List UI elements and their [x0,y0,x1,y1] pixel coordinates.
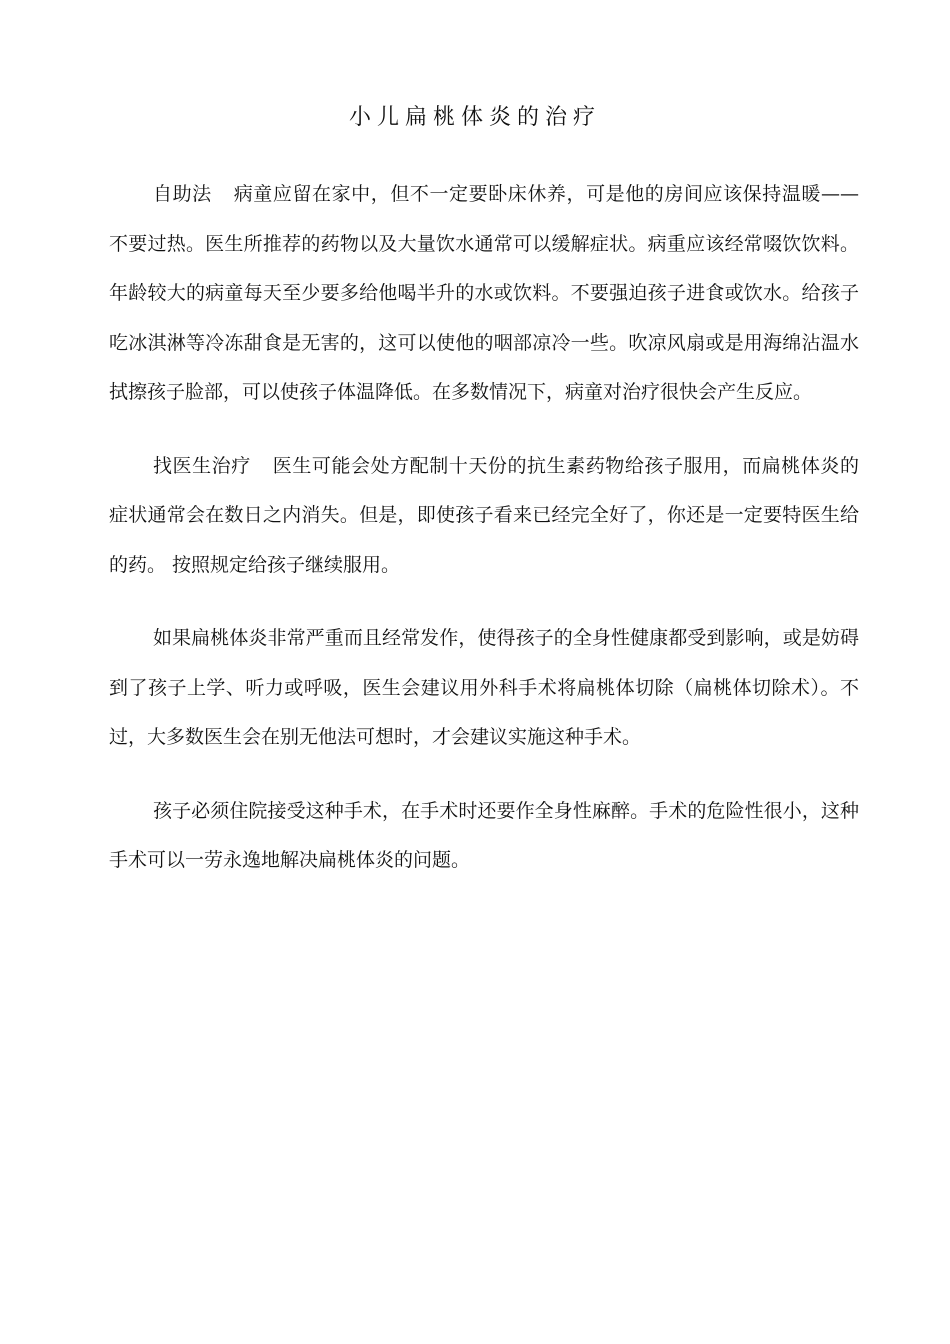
paragraph-lead-doctor-treatment: 找医生治疗 [153,454,251,477]
paragraph-self-help [109,170,859,418]
paragraph-lead-self-help: 自助法 [153,183,212,205]
paragraph-text-self-help: 病童应留在家中，但不一定要卧床休养，可是他的房间应该保持温暖——不要过热。医生所推荐的药物以及大量饮水通常可以缓解症状。病重应该经常啜饮饮料。年龄较大的病童每天至少要多给他喝半升的水或饮料。不要强迫孩子进食或饮水。给孩子吃冰淇淋等冷冻甜食是无害的，这可以使他的咽部凉冷一些。吹凉风扇或是用海绵沾温水拭擦孩子脸部，可以使孩子体温降低。在多数情况下，病童对治疗很快会产生反应。 [109,183,859,403]
document-title: 小儿扁桃体炎的治疗 [348,105,601,130]
paragraph-hospitalization [109,787,859,886]
document-body [109,170,859,886]
paragraph-text-hospitalization: 孩子必须住院接受这种手术，在手术时还要作全身性麻醉。手术的危险性很小，这种手术可以一劳永逸地解决扁桃体炎的问题。 [109,799,859,871]
paragraph-text-surgery: 如果扁桃体炎非常严重而且经常发作，使得孩子的全身性健康都受到影响，或是妨碍到了孩子上学、听力或呼吸，医生会建议用外科手术将扁桃体切除（扁桃体切除术）。不过，大多数医生会在别无他法可想时，才会建议实施这种手术。 [109,627,859,748]
paragraph-text-doctor-treatment: 医生可能会处方配制十天份的抗生素药物给孩子服用，而扁桃体炎的症状通常会在数日之内消失。但是，即使孩子看来已经完全好了，你还是一定要特医生给的药。 按照规定给孩子继续服用。 [109,454,859,576]
paragraph-surgery [109,614,859,763]
paragraph-doctor-treatment [109,442,859,591]
